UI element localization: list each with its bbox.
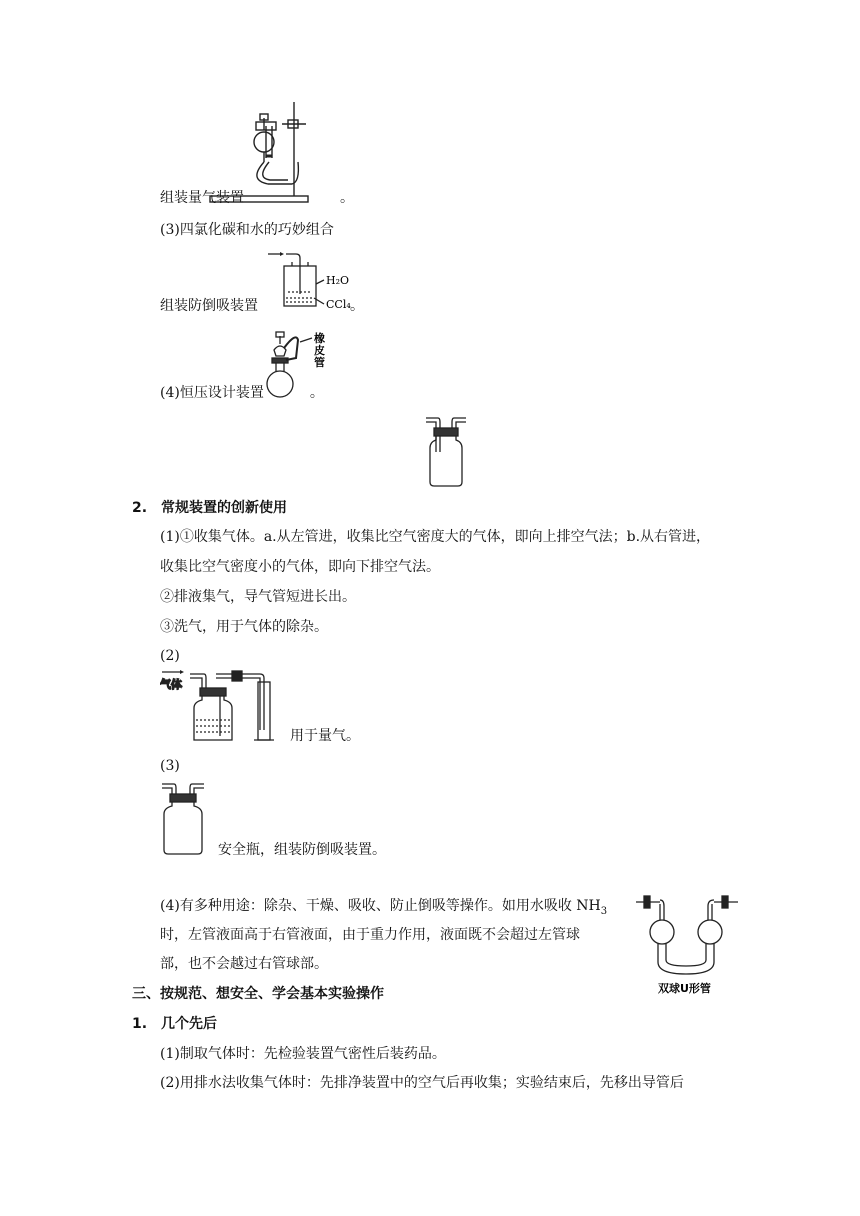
h2o-label: H₂O	[326, 274, 350, 287]
gas-measure-line	[160, 189, 354, 207]
para-4b: 时，左管液面高于右管液面，由于重力作用，液面既不会超过左管球	[160, 927, 580, 943]
heading-3-1: 1. 几个先后	[132, 1016, 218, 1032]
gas-measure-end: 。	[340, 190, 354, 206]
para-5: (1)制取气体时：先检验装置气密性后装药品。	[160, 1046, 446, 1062]
para-1b: 收集比空气密度小的气体，即向下排空气法。	[160, 559, 440, 575]
gas-measure-text: 组装量气装置	[160, 190, 244, 206]
para-4a-sub: 3	[600, 905, 608, 917]
para-2-caption: 用于量气。	[290, 728, 360, 744]
section-4-end: 。	[309, 385, 324, 401]
para-1c: ②排液集气，导气管短进长出。	[160, 589, 356, 605]
gas-bottle-figure	[424, 412, 468, 488]
para-3-label: (3)	[160, 758, 180, 774]
anti-suck-end: 。	[350, 298, 364, 314]
para-1a: (1)①收集气体。a.从左管进，收集比空气密度大的气体，即向上排空气法；b.从右管进，	[160, 529, 711, 545]
anti-suck-line	[160, 297, 364, 315]
section-4-title: (4)恒压设计装置	[160, 385, 264, 401]
para-3-caption: 安全瓶，组装防倒吸装置。	[218, 842, 386, 858]
rubber-tube-label-1: 橡	[314, 332, 325, 345]
para-4c: 部，也不会越过右管球部。	[160, 956, 328, 972]
para-2-label: (2)	[160, 648, 180, 664]
gas-in-label: 气体	[160, 678, 182, 691]
section-4-line	[160, 384, 324, 402]
anti-suck-text: 组装防倒吸装置	[160, 298, 258, 314]
rubber-tube-label-2: 皮	[314, 344, 325, 357]
section-3-title: (3)四氯化碳和水的巧妙组合	[160, 222, 334, 238]
ccl4-label: CCl₄	[326, 298, 351, 311]
para-4a-text: (4)有多种用途：除杂、干燥、吸收、防止倒吸等操作。如用水吸收 NH	[160, 898, 601, 914]
para-4a	[160, 897, 607, 921]
rubber-tube-label-3: 管	[314, 356, 325, 369]
para-6: (2)用排水法收集气体时：先排净装置中的空气后再收集；实验结束后，先移出导管后	[160, 1075, 684, 1091]
gas-volume-measure-figure	[160, 668, 284, 744]
heading-3: 三、按规范、想安全、学会基本实验操作	[132, 986, 384, 1002]
para-1d: ③洗气，用于气体的除杂。	[160, 619, 328, 635]
safety-bottle-figure	[160, 780, 206, 856]
u-tube-figure	[634, 890, 740, 996]
heading-2: 2. 常规装置的创新使用	[132, 500, 288, 516]
u-tube-label: 双球U形管	[658, 982, 711, 995]
